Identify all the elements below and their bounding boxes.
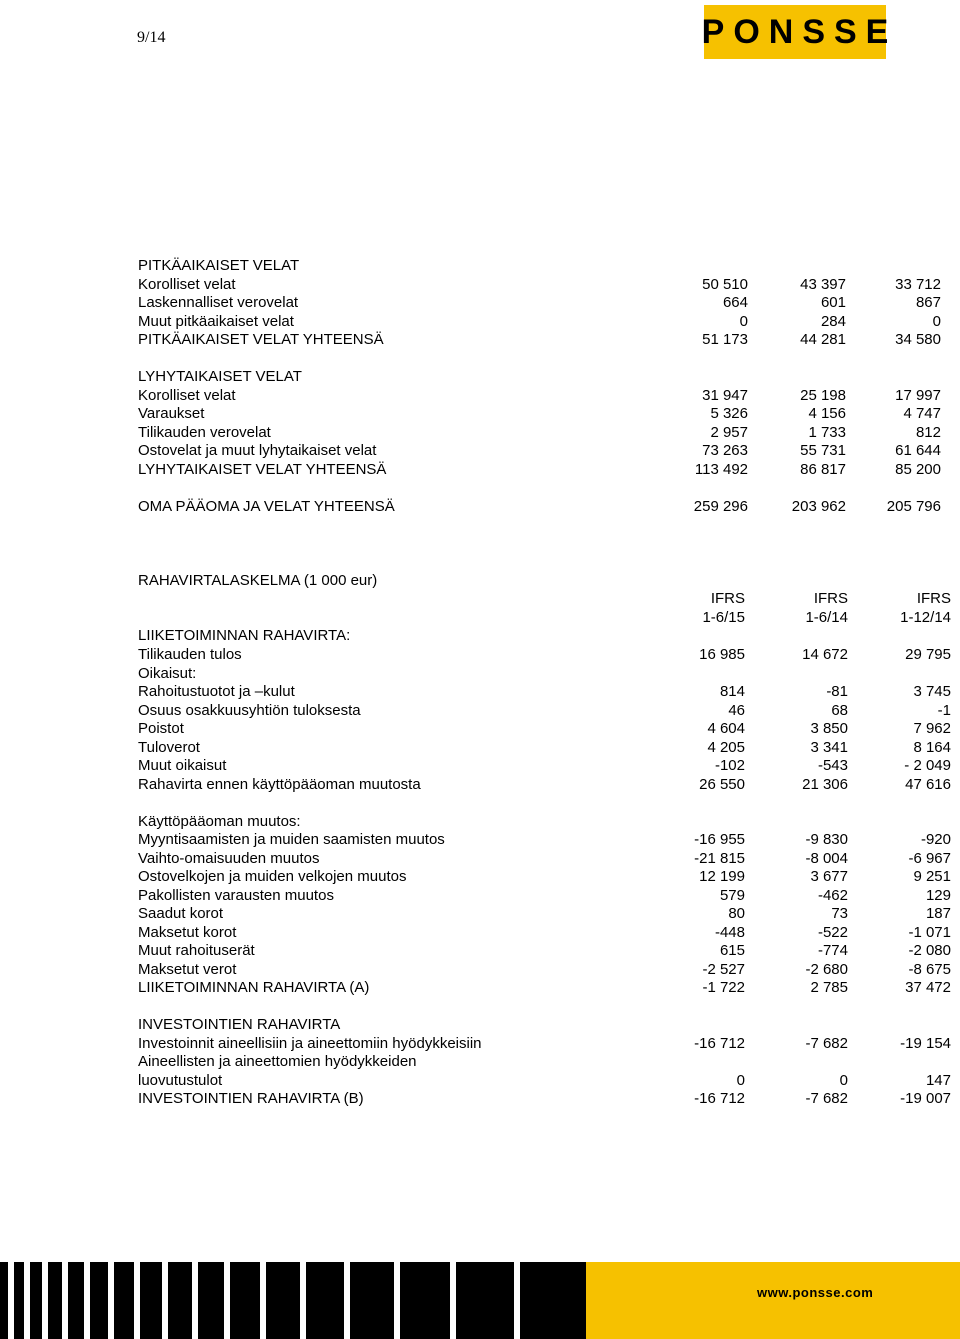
value-cell: -7 682	[805, 1090, 848, 1107]
value-cell: 46	[728, 702, 745, 719]
value-cell: 187	[925, 905, 951, 922]
row-label: Muut pitkäaikaiset velat	[138, 313, 294, 330]
value-cell: 867	[915, 294, 941, 311]
stripe	[68, 1262, 84, 1339]
row-label: Myyntisaamisten ja muiden saamisten muutos	[138, 831, 445, 848]
value-cell: 73 263	[702, 442, 748, 459]
value-cell: 26 550	[699, 776, 745, 793]
value-cell: 147	[925, 1072, 951, 1089]
value-cell: 3 341	[810, 739, 848, 756]
footer-website-link[interactable]: www.ponsse.com	[757, 1285, 874, 1300]
value-cell: 50 510	[702, 276, 748, 293]
value-cell: -16 955	[694, 831, 745, 848]
stripe	[30, 1262, 42, 1339]
value-cell: -2 680	[805, 961, 848, 978]
value-cell: -522	[817, 924, 848, 941]
logo-text: PONSSE	[701, 13, 898, 51]
row-label: Rahavirta ennen käyttöpääoman muutosta	[138, 776, 421, 793]
value-cell: 812	[915, 424, 941, 441]
value-cell: 29 795	[905, 646, 951, 663]
value-cell: 129	[925, 887, 951, 904]
value-cell: 33 712	[895, 276, 941, 293]
row-label: OMA PÄÄOMA JA VELAT YHTEENSÄ	[138, 498, 395, 515]
value-cell: -1	[937, 702, 951, 719]
value-cell: 17 997	[895, 387, 941, 404]
value-cell: -2 080	[908, 942, 951, 959]
value-cell: 1 733	[808, 424, 846, 441]
row-label: Tuloverot	[138, 739, 200, 756]
value-cell: 9 251	[913, 868, 951, 885]
stripe	[48, 1262, 62, 1339]
value-cell: 25 198	[800, 387, 846, 404]
value-cell: -81	[826, 683, 848, 700]
value-cell: 8 164	[913, 739, 951, 756]
stripe	[400, 1262, 450, 1339]
row-label: Muut oikaisut	[138, 757, 227, 774]
value-cell: 61 644	[895, 442, 941, 459]
value-cell: 55 731	[800, 442, 846, 459]
value-cell: 0	[932, 313, 941, 330]
value-cell: 259 296	[693, 498, 748, 515]
stripe	[114, 1262, 134, 1339]
value-cell: -9 830	[805, 831, 848, 848]
row-label: Rahoitustuotot ja –kulut	[138, 683, 295, 700]
footer-stripes	[0, 1262, 960, 1339]
value-cell: 85 200	[895, 461, 941, 478]
value-cell: 31 947	[702, 387, 748, 404]
row-label: PITKÄAIKAISET VELAT YHTEENSÄ	[138, 331, 384, 348]
value-cell: 47 616	[905, 776, 951, 793]
row-label: Osuus osakkuusyhtiön tuloksesta	[138, 702, 361, 719]
row-label: LIIKETOIMINNAN RAHAVIRTA (A)	[138, 979, 370, 996]
stripe	[350, 1262, 394, 1339]
row-label: Maksetut korot	[138, 924, 237, 941]
value-cell: 203 962	[791, 498, 846, 515]
value-cell: 2 957	[710, 424, 748, 441]
value-cell: 68	[831, 702, 848, 719]
value-cell: 814	[719, 683, 745, 700]
value-cell: 113 492	[694, 461, 748, 478]
row-label: INVESTOINTIEN RAHAVIRTA (B)	[138, 1090, 364, 1107]
stripe	[230, 1262, 260, 1339]
value-cell: -448	[714, 924, 745, 941]
row-label: Tilikauden tulos	[138, 646, 242, 663]
value-cell: 7 962	[913, 720, 951, 737]
value-cell: 601	[820, 294, 846, 311]
row-label: Laskennalliset verovelat	[138, 294, 299, 311]
value-cell: 14 672	[802, 646, 848, 663]
value-cell: 4 604	[707, 720, 745, 737]
value-cell: -21 815	[694, 850, 745, 867]
stripe	[520, 1262, 586, 1339]
row-label: Tilikauden verovelat	[138, 424, 271, 441]
value-cell: 43 397	[800, 276, 846, 293]
row-label: Ostovelat ja muut lyhytaikaiset velat	[138, 442, 377, 459]
value-cell: 34 580	[895, 331, 941, 348]
value-cell: -920	[920, 831, 951, 848]
stripe	[140, 1262, 162, 1339]
value-cell: 4 156	[808, 405, 846, 422]
value-cell: 4 205	[707, 739, 745, 756]
value-cell: -102	[714, 757, 745, 774]
stripe	[90, 1262, 108, 1339]
page-number: 9/14	[137, 29, 166, 46]
value-cell: 2 785	[810, 979, 848, 996]
value-cell: 12 199	[699, 868, 745, 885]
row-label: Vaihto-omaisuuden muutos	[138, 850, 320, 867]
value-cell: 21 306	[802, 776, 848, 793]
row-label: Poistot	[138, 720, 184, 737]
value-cell: -462	[817, 887, 848, 904]
value-cell: -19 007	[900, 1090, 951, 1107]
value-cell: 3 677	[810, 868, 848, 885]
row-label: LYHYTAIKAISET VELAT YHTEENSÄ	[138, 461, 387, 478]
value-cell: -16 712	[694, 1090, 745, 1107]
value-cell: 0	[736, 1072, 745, 1089]
row-label: Korolliset velat	[138, 276, 236, 293]
value-cell: 3 745	[913, 683, 951, 700]
value-cell: 0	[739, 313, 748, 330]
value-cell: 73	[831, 905, 848, 922]
value-cell: 37 472	[905, 979, 951, 996]
value-cell: -8 675	[908, 961, 951, 978]
value-cell: 3 850	[810, 720, 848, 737]
row-label: Investoinnit aineellisiin ja aineettomiin hyödykkeisiin	[138, 1035, 482, 1052]
row-label: Muut rahoituserät	[138, 942, 255, 959]
value-cell: -2 527	[702, 961, 745, 978]
stripe	[306, 1262, 344, 1339]
value-cell: 615	[719, 942, 745, 959]
value-cell: 205 796	[886, 498, 941, 515]
value-cell: 44 281	[800, 331, 846, 348]
row-label: Varaukset	[138, 405, 205, 422]
value-cell: -8 004	[805, 850, 848, 867]
stripe	[456, 1262, 514, 1339]
ponsse-logo	[701, 5, 898, 59]
value-cell: -774	[817, 942, 848, 959]
row-label: luovutustulot	[138, 1072, 223, 1089]
value-cell: 284	[820, 313, 846, 330]
row-label: Saadut korot	[138, 905, 224, 922]
row-label: Pakollisten varausten muutos	[138, 887, 334, 904]
value-cell: - 2 049	[904, 757, 951, 774]
value-cell: 0	[839, 1072, 848, 1089]
row-label: Maksetut verot	[138, 961, 237, 978]
value-cell: 4 747	[903, 405, 941, 422]
value-cell: -1 722	[702, 979, 745, 996]
row-label: Korolliset velat	[138, 387, 236, 404]
stripe	[198, 1262, 224, 1339]
value-cell: -16 712	[694, 1035, 745, 1052]
value-cell: -19 154	[900, 1035, 951, 1052]
stripe	[266, 1262, 300, 1339]
value-cell: -7 682	[805, 1035, 848, 1052]
value-cell: -6 967	[908, 850, 951, 867]
value-cell: 16 985	[699, 646, 745, 663]
value-cell: 579	[719, 887, 745, 904]
value-cell: -543	[817, 757, 848, 774]
value-cell: 664	[722, 294, 748, 311]
value-cell: 5 326	[710, 405, 748, 422]
value-cell: 51 173	[702, 331, 748, 348]
stripe	[14, 1262, 24, 1339]
value-cell: 80	[728, 905, 745, 922]
row-label: Ostovelkojen ja muiden velkojen muutos	[138, 868, 407, 885]
value-cell: 86 817	[800, 461, 846, 478]
value-cell: -1 071	[908, 924, 951, 941]
stripe	[168, 1262, 192, 1339]
stripe	[0, 1262, 8, 1339]
